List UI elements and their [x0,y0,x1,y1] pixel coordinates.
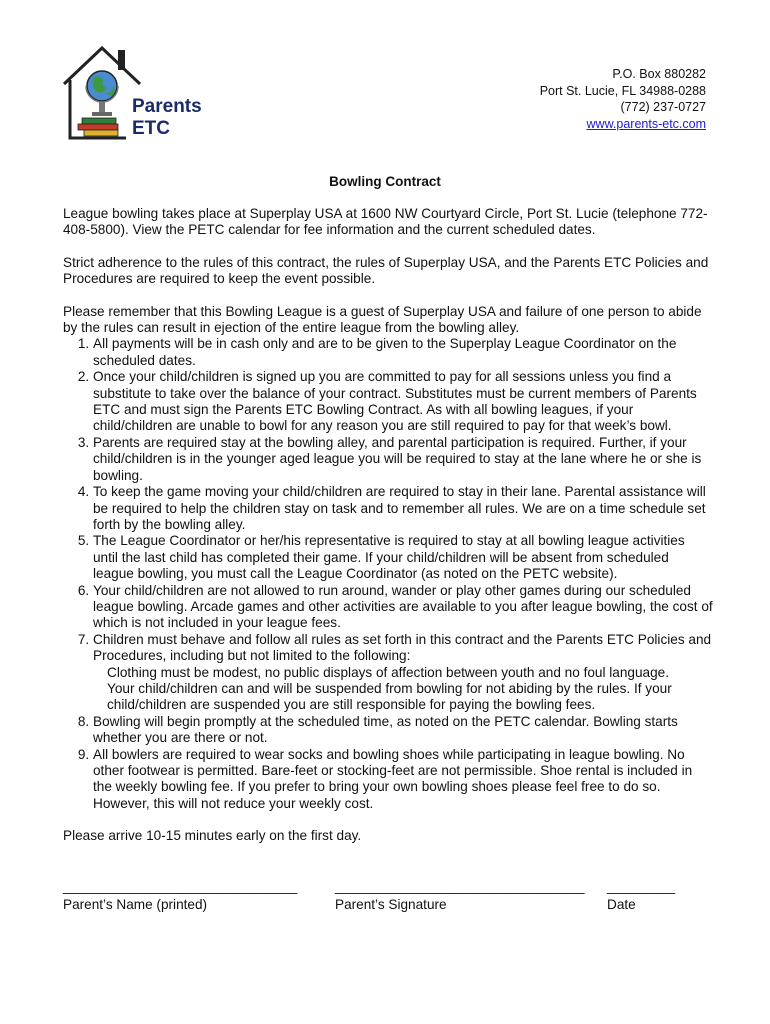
parent-name-field[interactable] [63,878,297,914]
signature-line: _________ [607,879,676,894]
rule-item: 5. The League Coordinator or her/his representative is required to stay at all bowling league activities until the last child has completed their game. If your child/children will be absent from scheduled league bowling, you must call the League Coordinator (as noted on the PETC website). [93,533,713,582]
intro-paragraph: League bowling takes place at Superplay USA at 1600 NW Courtyard Circle, Port St. Lucie (telephone 772-408-5800). View the PETC calendar for fee information and the current scheduled dates. [63,206,708,238]
logo-text-etc: ETC [132,118,170,139]
parents-etc-logo [62,44,212,142]
signature-line: _________________________________ [335,879,585,894]
rule-item: 9. All bowlers are required to wear socks and bowling shoes while participating in league bowling. No other footwear is permitted. Bare-feet or stocking-feet are not permissible. Shoe rental is included in the weekly bowling fee. If you prefer to bring your own bowling shoes please feel free to do so. However, this will not reduce your weekly cost. [93,747,713,813]
signature-line: _______________________________ [63,879,298,894]
parent-signature-field[interactable] [335,878,585,914]
date-field[interactable] [607,878,675,914]
rule-item: 2. Once your child/children is signed up you are committed to pay for all sessions unless you find a substitute to take over the balance of your contract. Substitutes must be current members of Parents ETC and must sign the Parents ETC Bowling Contract. As with all bowling leagues, if your child/children are unable to bowl for any reason you are still required to pay for that week’s bowl. [93,369,713,435]
rule-item: 4. To keep the game moving your child/children are required to stay in their lane. Parental assistance will be required to help the children stay on task and to remember all rules. We are on a time schedule set forth by the bowling alley. [93,484,713,533]
website-link[interactable]: www.parents-etc.com [586,116,706,131]
rule-item: 3. Parents are required stay at the bowling alley, and parental participation is required. Further, if your child/children is in the younger aged league you will be required to stay at the lane where he or she is bowling. [93,435,713,484]
logo-text-parents: Parents [132,96,202,117]
contract-body [63,206,713,861]
book-icon [82,118,116,124]
address-block [540,66,706,132]
document-title: Bowling Contract [329,174,441,189]
rule-item [93,632,713,714]
rule-item: 1. All payments will be in cash only and are to be given to the Superplay League Coordinator on the scheduled dates. [93,336,713,369]
rule-item: 8. Bowling will begin promptly at the scheduled time, as noted on the PETC calendar. Bowling starts whether you are there or not. [93,714,713,747]
phone-line: (772) 237-0727 [620,100,706,114]
closing-note: Please arrive 10-15 minutes early on the first day. [63,828,362,844]
rule-text: Children must behave and follow all rules as set forth in this contract and the Parents ETC Policies and Procedures, including but not limited to the following: [93,631,712,664]
rules-lead: Please remember that this Bowling League is a guest of Superplay USA and failure of one person to abide by the rules can result in ejection of the entire league from the bowling alley. [63,303,702,336]
rule-subitem: Clothing must be modest, no public displays of affection between youth and no foul language. [107,664,669,680]
field-label: Parent’s Name (printed) [63,897,208,912]
address-line: Port St. Lucie, FL 34988-0288 [539,83,706,98]
chimney-icon [118,50,125,70]
address-line: P.O. Box 880282 [612,67,706,81]
rule-subitem: Your child/children can and will be suspended from bowling for not abiding by the rules. If your child/children are suspended you are still responsible for paying the bowling fees. [107,680,672,713]
field-label: Date [607,897,636,912]
intro-paragraph: Strict adherence to the rules of this contract, the rules of Superplay USA, and the Parents ETC Policies and Procedures are required to keep the event possible. [63,254,709,287]
field-label: Parent’s Signature [335,897,447,912]
rule-item: 6. Your child/children are not allowed to run around, wander or play other games during our scheduled league bowling. Arcade games and other activities are available to you after league bowling, the cost of which is not included in your league fees. [93,583,713,632]
rules-list [63,336,713,812]
